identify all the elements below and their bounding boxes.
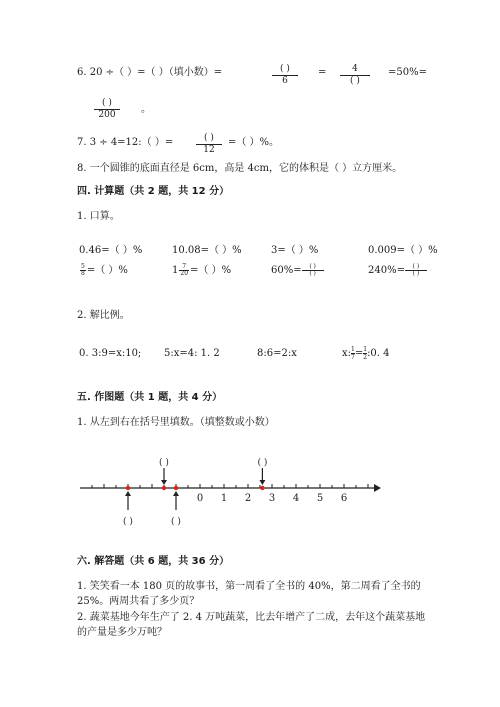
q6-frac2-den: ( )	[350, 76, 360, 86]
arrow-head-icon	[259, 480, 265, 485]
frac-num: 1	[351, 346, 355, 353]
q7-fraction	[196, 133, 222, 156]
q7-frac-den: 12	[203, 145, 215, 155]
answer-blank[interactable]: ( )	[171, 517, 181, 527]
q6-2-line1: 2. 蔬菜基地今年生产了 2. 4 万吨蔬菜，比去年增产了二成，去年这个蔬菜基地	[77, 612, 426, 623]
calc-r2-c4	[368, 264, 427, 278]
arrow-head-icon	[161, 480, 167, 485]
mixed-whole: 1	[172, 265, 179, 276]
ratio-3: 8:6=2:x	[257, 348, 297, 359]
calc-r1-c2: 10.08=（ ）%	[172, 245, 242, 256]
section5-title: 五. 作图题（共 1 题，共 4 分）	[77, 392, 223, 403]
calc-r2-c1-tail: =（ ）%	[86, 265, 128, 276]
frac-den: 2	[363, 354, 368, 361]
tick-label: 5	[316, 493, 324, 504]
q6-fraction-2	[340, 64, 370, 87]
q6-end: 。	[141, 104, 151, 115]
frac-num: ( )	[302, 264, 324, 271]
section4-p2: 2. 解比例。	[77, 310, 130, 321]
number-line-axis	[80, 484, 381, 492]
marked-point	[126, 486, 130, 490]
ratio-4-head: x:	[342, 348, 352, 359]
tick-label: 2	[244, 493, 252, 504]
q6-frac2-num: 4	[352, 64, 358, 74]
tick-label: 6	[340, 493, 348, 504]
calc-r1-c4: 0.009=（ ）%	[368, 245, 438, 256]
q6-fraction-1	[272, 64, 298, 87]
calc-r2-c3-head: 60%=	[271, 265, 302, 276]
q6-frac1-num: ( )	[280, 64, 290, 74]
marked-point	[174, 486, 178, 490]
number-line-marks	[123, 457, 267, 527]
tick-label: 1	[220, 493, 228, 504]
tick-label: 0	[196, 493, 204, 504]
frac-den: ( )	[412, 270, 420, 277]
answer-blank[interactable]: ( )	[257, 458, 268, 468]
ratio-1: 0. 3:9=x:10;	[79, 348, 142, 359]
axis-arrow-icon	[374, 484, 381, 492]
frac-num: ( )	[405, 264, 427, 271]
q6-2-line2: 的产量是多少万吨？	[77, 627, 167, 638]
frac-num: 5	[81, 263, 85, 270]
ratio-4	[342, 346, 390, 361]
arrow-head-icon	[125, 491, 131, 496]
q8-text: 8. 一个圆锥的底面直径是 6cm，高是 4cm，它的体积是（ ）立方厘米。	[77, 163, 403, 174]
ratio-2: 5:x=4: 1. 2	[164, 348, 220, 359]
answer-blank[interactable]: ( )	[123, 517, 133, 527]
frac-den: 20	[180, 270, 189, 277]
calc-r1-c3: 3=（ ）%	[271, 245, 319, 256]
section5-p1: 1. 从左到右在括号里填数。（填整数或小数）	[77, 417, 275, 428]
fraction	[179, 264, 189, 277]
arrow-head-icon	[173, 491, 179, 496]
q6-fraction-3	[94, 98, 120, 121]
calc-r2-c2-tail: =（ ）%	[190, 265, 232, 276]
answer-blank[interactable]: ( )	[159, 458, 169, 468]
tick-label: 4	[292, 493, 300, 504]
tick-label: 3	[268, 493, 276, 504]
calc-r2-c4-head: 240%=	[368, 265, 405, 276]
fraction	[405, 264, 427, 277]
q7-text-b: =（ ）%。	[228, 137, 280, 148]
calc-r2-c1	[79, 264, 128, 278]
fraction	[302, 264, 324, 277]
ratio-4-mid: =	[354, 348, 364, 359]
q6-text-a: 6. 20 ÷（ ）=（ ）（填小数）=	[77, 67, 223, 78]
q6-frac1-den: 6	[282, 76, 288, 86]
q6-frac3-num: ( )	[102, 98, 112, 108]
q6-text-b: =50%=	[388, 67, 427, 78]
q7-frac-num: ( )	[204, 133, 214, 143]
q6-1-line2: 25%。两周共看了多少页？	[77, 596, 200, 607]
calc-r1-c1: 0.46=（ ）%	[79, 245, 143, 256]
calc-r2-c2	[172, 264, 231, 278]
section6-title: 六. 解答题（共 6 题，共 36 分）	[77, 556, 230, 567]
section4-p1: 1. 口算。	[77, 211, 120, 222]
frac-den: 7	[351, 354, 355, 361]
frac-den: 8	[81, 270, 85, 277]
number-line	[80, 452, 385, 532]
calc-r2-c3	[271, 264, 324, 278]
ratio-4-tail: :0. 4	[367, 348, 390, 359]
section4-title: 四. 计算题（共 2 题，共 12 分）	[77, 186, 230, 197]
marked-point	[260, 486, 264, 490]
frac-num: 1	[363, 346, 368, 353]
number-line-ticks	[92, 484, 368, 504]
fraction	[80, 264, 86, 277]
q6-frac3-den: 200	[98, 110, 116, 120]
frac-den: ( )	[309, 270, 316, 277]
q6-equals: =	[318, 67, 327, 78]
q7-text-a: 7. 3 ÷ 4=12:（ ）=	[77, 137, 174, 148]
marked-point	[162, 486, 166, 490]
frac-num: 7	[179, 264, 189, 271]
q6-1-line1: 1. 笑笑看一本 180 页的故事书，第一周看了全书的 40%，第二周看了全书的	[77, 581, 421, 592]
